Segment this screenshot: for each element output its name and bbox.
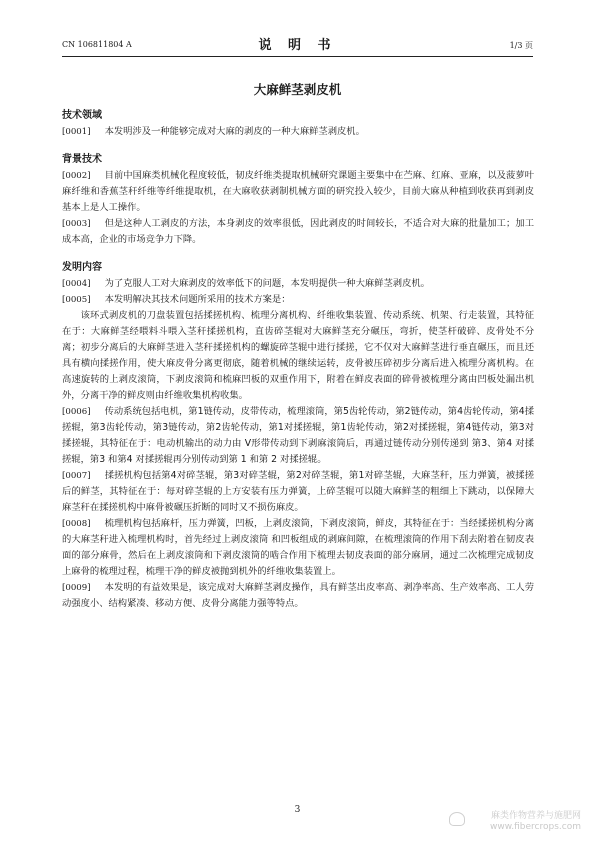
paragraph: [62, 404, 534, 468]
paragraph: [62, 216, 534, 248]
paragraph-text: 本发明涉及一种能够完成对大麻的剥皮的一种大麻鲜茎剥皮机。: [104, 126, 365, 137]
paragraph: [62, 580, 534, 612]
paragraph-number: [0002]: [62, 171, 91, 181]
watermark-site-name: 麻类作物营养与施肥网: [490, 811, 581, 821]
page-header: [62, 32, 533, 54]
paragraph-number: [0007]: [62, 471, 91, 481]
document-type: 说 明 书: [258, 38, 337, 53]
paragraph-number: [0001]: [62, 127, 91, 137]
paragraph-text: 本发明解决其技术问题所采用的技术方案是：: [104, 294, 291, 305]
paragraph: [62, 124, 534, 140]
paragraph-number: [0005]: [62, 295, 91, 305]
paragraph-text: 本发明的有益效果是，该完成对大麻鲜茎剥皮操作，具有鲜茎出皮率高、剥净率高、生产效率高、工人劳动强度小、结构紧凑、移动方便、皮骨分离能力强等特点。: [62, 582, 534, 609]
leaf-icon: [449, 812, 465, 826]
section-heading-technical-field: 技术领域: [62, 110, 102, 121]
document-title: 大麻鲜茎剥皮机: [253, 82, 342, 97]
paragraph-text: 该环式剥皮机的刀盘装置包括揉搓机构、梳理分离机构、纤维收集装置、传动系统、机架、行走装置，其特征在于：大麻鲜茎经喂料斗喂入茎秆揉搓机构，直齿碎茎辊对大麻鲜茎充分碾压，弯折，使茎杆破碎、皮骨处不分离；初步分离后的大麻鲜茎进入茎秆揉搓机构的螺旋碎茎辊中进行揉搓，它不仅对大麻鲜茎进行垂直碾压，而且还具有横向揉搓作用，使大麻皮骨分离更彻底，随着机械的继续运转，皮骨被压碎初步分离后进入梳理分离机构。在高速旋转的上剥皮滚筒，下剥皮滚筒和梳麻凹板的双重作用下，附着在鲜皮表面的碎骨被梳理分离由凹板处漏出机外，分离干净的鲜皮则由纤维收集机构收集。: [62, 310, 534, 401]
section-heading-summary: 发明内容: [62, 262, 102, 273]
watermark-url: www.fibercrops.com: [490, 822, 581, 832]
paragraph-text: 但是这种人工剥皮的方法，本身剥皮的效率很低，因此剥皮的时间较长，不适合对大麻的批量加工；加工成本高，企业的市场竞争力下降。: [62, 218, 534, 245]
paragraph-text: 传动系统包括电机，第1链传动，皮带传动，梳理滚筒，第5齿轮传动，第2链传动，第4齿轮传动，第4揉搓辊，第3齿轮传动，第3链传动，第2齿轮传动，第1对揉搓辊，第1齿轮传动，第2对揉搓辊，第4链传动，第3对揉搓辊，其特征在于：电动机输出的动力由 V形带传动到下剥麻滚筒后，再通过链传动分别传递到 第3、第4 对揉搓辊，第3 和第4 对揉搓辊再分别传动到第 1 和第 2 对揉搓辊。: [62, 406, 534, 465]
patent-number: CN 106811804 A: [62, 40, 132, 49]
paragraph-number: [0004]: [62, 279, 91, 289]
paragraph-number: [0006]: [62, 407, 91, 417]
site-watermark: [431, 811, 581, 833]
paragraph: [62, 468, 534, 516]
paragraph-text: 为了克服人工对大麻剥皮的效率低下的问题，本发明提供一种大麻鲜茎剥皮机。: [104, 278, 430, 289]
paragraph: [62, 276, 534, 292]
paragraph-text: 目前中国麻类机械化程度较低，韧皮纤维类提取机械研究课题主要集中在苎麻、红麻、亚麻，以及菠萝叶麻纤维和香蕉茎秆纤维等纤维提取机，在大麻收获剥制机械方面的研究投入较少，目前大麻从种植到收获再到剥皮基本上是人工操作。: [62, 170, 534, 213]
header-divider: [62, 56, 533, 57]
paragraph-number: [0009]: [62, 583, 91, 593]
paragraph-text: 梳理机构包括麻杆，压力弹簧，凹板，上剥皮滚筒，下剥皮滚筒，鲜皮，其特征在于：当经揉搓机构分离的大麻茎秆进入梳理机构时，首先经过上剥皮滚筒 和凹板组成的剥麻间隙，在梳理滚筒的作用下刮去附着在韧皮表面的部分麻骨，然后在上剥皮滚筒和下剥皮滚筒的啮合作用下梳理去韧皮表面的部分麻屑，通过二次梳理完成韧皮上麻骨的梳理过程，梳理干净的鲜皮被抛到机外的纤维收集装置上。: [62, 518, 534, 577]
page-number: 3: [294, 805, 301, 815]
paragraph-number: [0008]: [62, 519, 91, 529]
paragraph-number: [0003]: [62, 219, 91, 229]
paragraph-text: 揉搓机构包括第4对碎茎辊，第3对碎茎辊，第2对碎茎辊，第1对碎茎辊，大麻茎秆，压力弹簧，被揉搓后的鲜茎，其特征在于：每对碎茎辊的上方安装有压力弹簧，上碎茎辊可以随大麻鲜茎的粗细上下跳动，以保障大麻茎秆在揉搓机构中麻骨被碾压折断的同时又不损伤麻皮。: [62, 470, 534, 513]
paragraph: [62, 516, 534, 580]
paragraph: [62, 292, 534, 308]
paragraph: [62, 168, 534, 216]
section-heading-background: 背景技术: [62, 154, 102, 165]
page-indicator: 1/3 页: [509, 41, 533, 50]
document-body: [62, 108, 534, 612]
paragraph: [62, 308, 534, 404]
